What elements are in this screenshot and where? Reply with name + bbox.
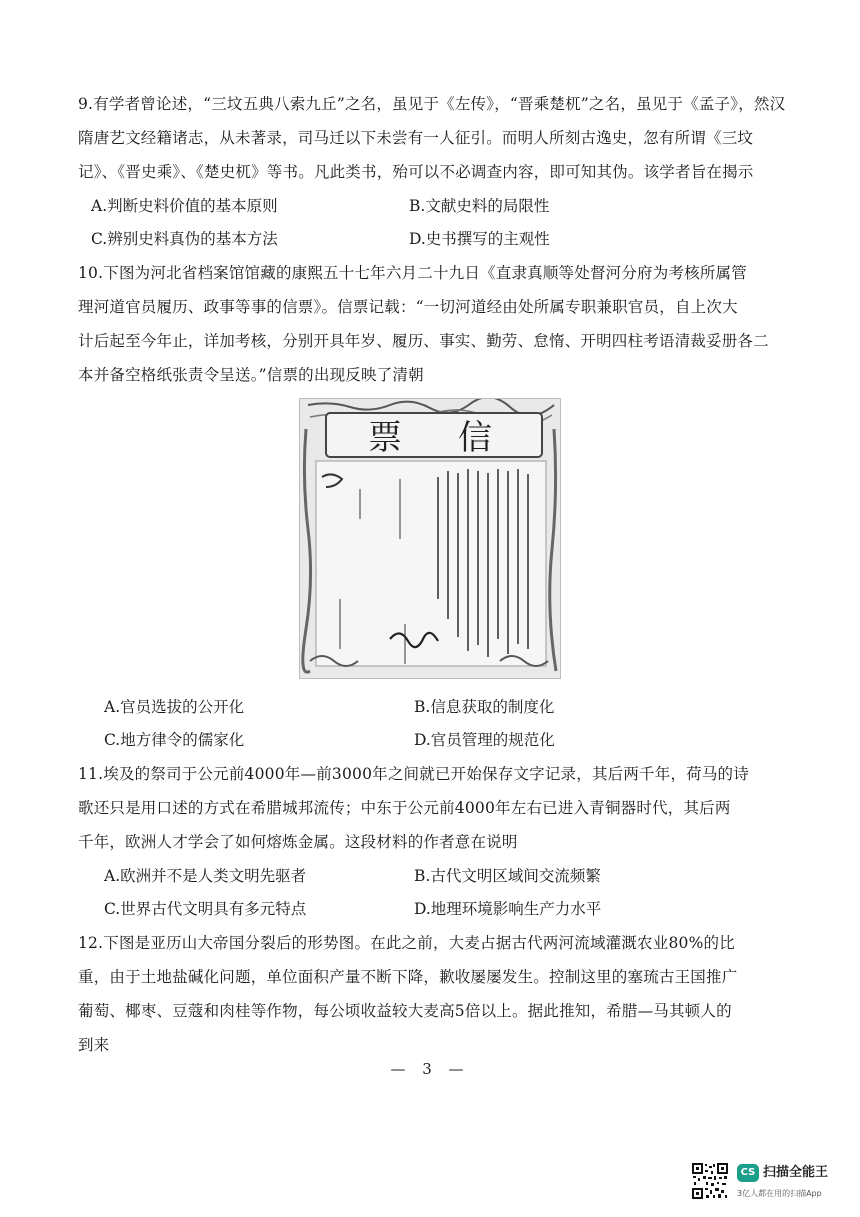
q11-line-2: 歌还只是用口述的方式在希腊城邦流传；中东于公元前4000年左右已进入青铜器时代，其后两 — [78, 799, 731, 817]
q12-line-4: 到来 — [78, 1036, 110, 1054]
xinpiao-illustration — [300, 399, 561, 679]
q9-option-a: A.判断史料价值的基本原则 — [91, 197, 278, 215]
page-number: — 3 — — [390, 1060, 470, 1078]
q10-option-b: B.信息获取的制度化 — [414, 698, 555, 716]
q12-line-1: 12.下图是亚历山大帝国分裂后的形势图。在此之前，大麦占据古代两河流域灌溉农业80%的比 — [78, 934, 735, 952]
q11-option-d: D.地理环境影响生产力水平 — [414, 900, 602, 918]
q10-option-c: C.地方律令的儒家化 — [104, 731, 245, 749]
q11-option-b: B.古代文明区域间交流频繁 — [414, 867, 601, 885]
q9-line-3: 记》、《晋史乘》、《楚史杌》等书。凡此类书，殆可以不必调查内容，即可知其伪。该学者旨在揭示 — [78, 163, 754, 181]
figure-title-left: 票 — [368, 418, 402, 458]
q11-line-1: 11.埃及的祭司于公元前4000年—前3000年之间就已开始保存文字记录，其后两千年，荷马的诗 — [78, 765, 749, 783]
xinpiao-document-image — [299, 398, 561, 679]
camscanner-name: 扫描全能王 — [763, 1165, 829, 1180]
q10-line-3: 计后起至今年止，详加考核，分别开具年岁、履历、事实、勤劳、怠惰、开明四柱考语清裁妥册各二 — [78, 332, 769, 350]
q11-line-3: 千年，欧洲人才学会了如何熔炼金属。这段材料的作者意在说明 — [78, 833, 518, 851]
q10-line-1: 10.下图为河北省档案馆馆藏的康熙五十七年六月二十九日《直隶真顺等处督河分府为考核所属管 — [78, 264, 747, 282]
q11-option-c: C.世界古代文明具有多元特点 — [104, 900, 307, 918]
q10-option-a: A.官员选拔的公开化 — [104, 698, 245, 716]
camscanner-tagline: 3亿人都在用的扫描App — [737, 1189, 822, 1198]
qr-code-icon — [691, 1162, 729, 1200]
q9-option-c: C.辨别史料真伪的基本方法 — [91, 230, 278, 248]
q9-line-1: 9.有学者曾论述，“三坟五典八索九丘”之名，虽见于《左传》，“晋乘楚杌”之名，虽见于《孟子》，然汉 — [78, 95, 786, 113]
camscanner-logo-icon: CS — [737, 1164, 759, 1182]
q10-line-2: 理河道官员履历、政事等事的信票》。信票记载：“一切河道经由处所属专职兼职官员，自上次大 — [78, 298, 738, 316]
q9-option-d: D.史书撰写的主观性 — [409, 230, 550, 248]
q10-line-4: 本并备空格纸张责令呈送。”信票的出现反映了清朝 — [78, 366, 424, 384]
q9-option-b: B.文献史料的局限性 — [409, 197, 550, 215]
q12-line-3: 葡萄、椰枣、豆蔻和肉桂等作物，每公顷收益较大麦高5倍以上。据此推知，希腊—马其顿人的 — [78, 1002, 732, 1020]
figure-title-right: 信 — [458, 418, 492, 458]
q12-line-2: 重，由于土地盐碱化问题，单位面积产量不断下降，歉收屡屡发生。控制这里的塞琉古王国推广 — [78, 968, 738, 986]
q9-line-2: 隋唐艺文经籍诸志，从未著录，司马迁以下未尝有一人征引。而明人所刻古逸史，忽有所谓《三坟 — [78, 129, 754, 147]
q10-option-d: D.官员管理的规范化 — [414, 731, 555, 749]
q11-option-a: A.欧洲并不是人类文明先驱者 — [104, 867, 307, 885]
